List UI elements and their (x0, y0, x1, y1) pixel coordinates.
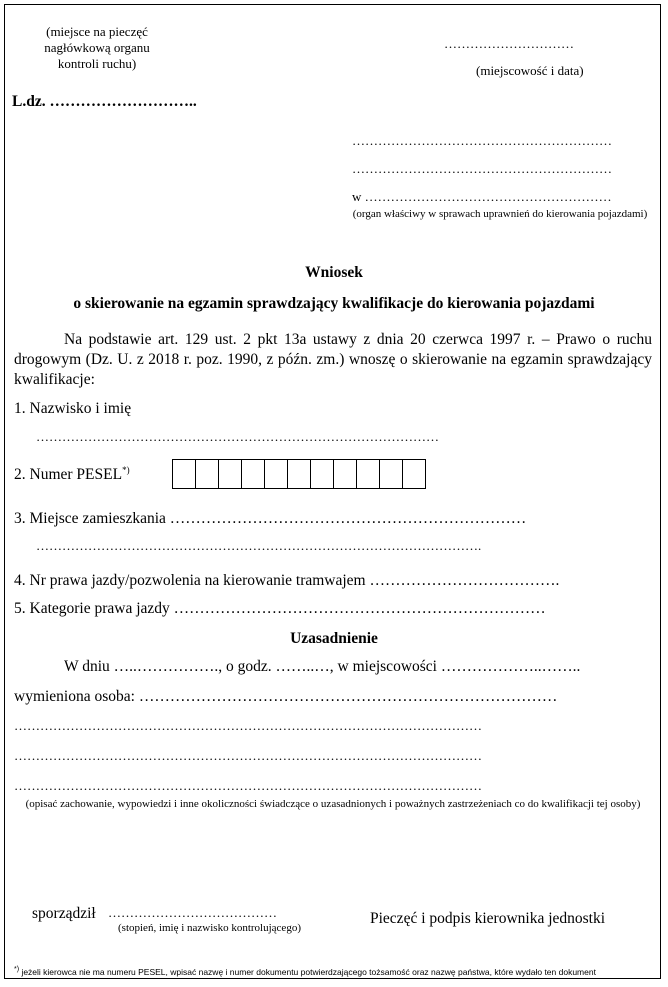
ldz-label[interactable]: L.dz. ……………………….. (12, 93, 197, 110)
addressee-caption: (organ właściwy w sprawach uprawnień do kierowania pojazdami) (352, 208, 648, 220)
pesel-digit-cell[interactable] (264, 459, 288, 489)
prepared-caption: (stopień, imię i nazwisko kontrolującego) (118, 922, 301, 934)
form-subtitle: o skierowanie na egzamin sprawdzający kwalifikacje do kierowania pojazdami (73, 295, 595, 312)
stamp-placeholder (22, 24, 172, 72)
pesel-input[interactable] (172, 459, 426, 489)
license-label[interactable]: 4. Nr prawa jazdy/pozwolenia na kierowanie tramwajem ………………………………. (14, 572, 560, 589)
intro-text: Na podstawie art. 129 ust. 2 pkt 13a ustawy z dnia 20 czerwca 1997 r. – Prawo o ruchu drogowym (Dz. U. z 2018 r. poz. 1990, z późn. zm.) wnoszę o skierowanie na egzamin sprawdzający kwalifikacje: (14, 331, 652, 388)
stamp-signature-label: Pieczęć i podpis kierownika jednostki (370, 910, 606, 927)
justification-caption: (opisać zachowanie, wypowiedzi i inne okoliczności świadczące o uzasadnionych i poważnych zastrzeżeniach co do kwalifikacji tej osoby) (25, 798, 641, 810)
prepared-label: sporządził (32, 905, 96, 922)
pesel-digit-cell[interactable] (241, 459, 265, 489)
prepared-dots[interactable]: ………………………………… (108, 905, 277, 920)
justification-dots-3[interactable]: ……………………………………………………………………………………………… (14, 778, 482, 793)
stamp-placeholder-line: (miejsce na pieczęć (46, 24, 148, 39)
footnote-mark: *) (14, 966, 20, 973)
justification-dots-1[interactable]: ……………………………………………………………………………………………… (14, 718, 482, 733)
date-dots[interactable]: ………………………… (444, 36, 574, 51)
pesel-label: 2. Numer PESEL (14, 466, 123, 484)
address-label[interactable]: 3. Miejsce zamieszkania …………………………………………………………… (14, 510, 527, 527)
intro-paragraph (14, 330, 652, 390)
stamp-placeholder-line: kontroli ruchu) (57, 56, 137, 71)
footnote (14, 966, 596, 977)
pesel-digit-cell[interactable] (356, 459, 380, 489)
name-label: 1. Nazwisko i imię (14, 400, 132, 417)
stamp-placeholder-line: nagłówkową organu (44, 40, 150, 55)
pesel-digit-cell[interactable] (195, 459, 219, 489)
form-border (4, 4, 661, 979)
pesel-digit-cell[interactable] (310, 459, 334, 489)
address-dots[interactable]: …………………………………………………………………………………………. (36, 538, 482, 553)
pesel-digit-cell[interactable] (379, 459, 403, 489)
addressee-line-3[interactable]: w ………………………………………………… (352, 189, 612, 204)
pesel-digit-cell[interactable] (172, 459, 196, 489)
form-title: Wniosek (305, 264, 363, 281)
addressee-line-2[interactable]: …………………………………………………… (352, 161, 612, 176)
categories-label[interactable]: 5. Kategorie prawa jazdy ……………………………………………………………… (14, 600, 546, 617)
pesel-digit-cell[interactable] (218, 459, 242, 489)
addressee-line-1[interactable]: …………………………………………………… (352, 133, 612, 148)
justification-person[interactable]: wymieniona osoba: ……………………………………………………………………… (14, 688, 558, 705)
pesel-digit-cell[interactable] (287, 459, 311, 489)
justification-dots-2[interactable]: ……………………………………………………………………………………………… (14, 748, 482, 763)
footnote-text: jeżeli kierowca nie ma numeru PESEL, wpisać nazwę i numer dokumentu potwierdzającego tożsamość oraz nazwę państwa, które wydało ten dokument (21, 966, 596, 977)
pesel-digit-cell[interactable] (333, 459, 357, 489)
pesel-footnote-mark: *) (122, 465, 130, 475)
justification-when[interactable]: W dniu …..……………., o godz. ……..…, w miejscowości ………………..…….. (64, 658, 581, 675)
name-dots[interactable]: ………………………………………………………………………………… (36, 429, 439, 444)
pesel-digit-cell[interactable] (402, 459, 426, 489)
justification-heading: Uzasadnienie (290, 630, 378, 647)
date-caption: (miejscowość i data) (476, 63, 584, 78)
pesel-label-wrap (14, 465, 130, 484)
